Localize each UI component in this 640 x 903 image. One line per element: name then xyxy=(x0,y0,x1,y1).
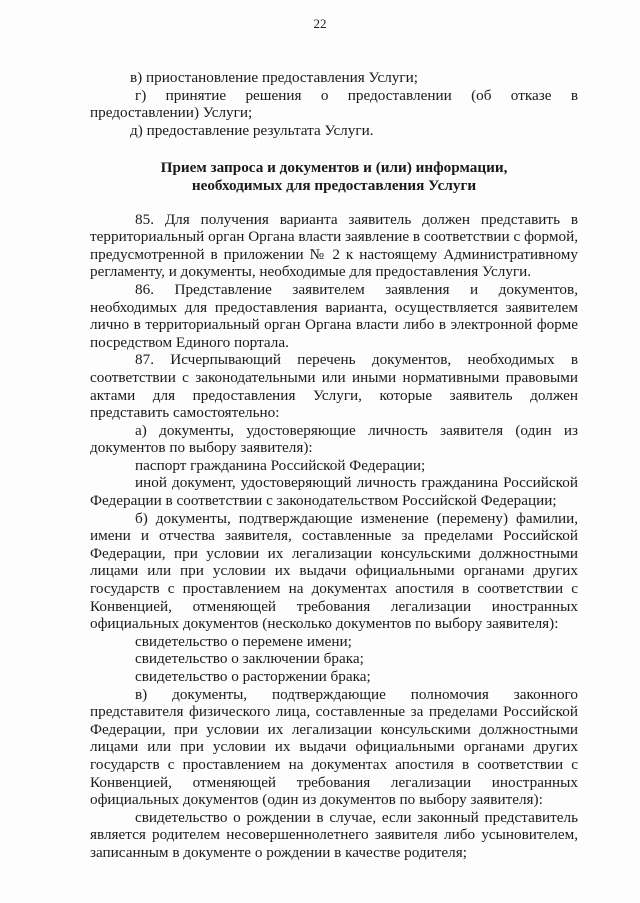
item-a-2: иной документ, удостоверяющий личность гражданина Российской Федерации в соответствии с законодательством Российской Федерации; xyxy=(90,474,578,510)
item-b-3: свидетельство о расторжении брака; xyxy=(135,668,371,685)
intro-item-g: г) принятие решения о предоставлении (об отказе в предоставлении) Услуги; xyxy=(90,86,578,122)
section-heading xyxy=(90,159,578,194)
page-body xyxy=(90,69,578,862)
item-a-1: паспорт гражданина Российской Федерации; xyxy=(135,456,426,474)
item-v: в) документы, подтверждающие полномочия законного представителя физического лица, составленные за пределами Российской Федерации, при условии их легализации консульскими должностными лицами или при условии их выдачи официальными органами других государств с проставлением на документах апостиля в соответствии с Конвенцией, отменяющей требования легализации иностранных официальных документов (один из документов по выбору заявителя): xyxy=(90,685,578,809)
heading-line-1: Прием запроса и документов и (или) информации, xyxy=(160,159,508,177)
paragraph-86: 86. Представление заявителем заявления и документов, необходимых для предоставления варианта, осуществляется заявителем лично в территориальный орган Органа власти либо в электронной форме посредством Единого портала. xyxy=(90,280,578,351)
intro-item-v: в) приостановление предоставления Услуги; xyxy=(130,69,418,86)
paragraph-87: 87. Исчерпывающий перечень документов, необходимых в соответствии с законодательными или иными нормативными правовыми актами для предоставления Услуги, которые заявитель должен представить самостоятельно: xyxy=(90,351,578,422)
paragraph-85: 85. Для получения варианта заявитель должен представить в территориальный орган Органа власти заявление в соответствии с формой, предусмотренной в приложении № 2 к настоящему Административному регламенту, и документы, необходимые для предоставления Услуги. xyxy=(90,210,578,281)
intro-item-d: д) предоставление результата Услуги. xyxy=(130,121,374,139)
item-b-2: свидетельство о заключении брака; xyxy=(135,650,364,668)
item-v-1: свидетельство о рождении в случае, если законный представитель является родителем несовершеннолетнего заявителя либо усыновителем, записанным в документе о рождении в качестве родителя; xyxy=(90,808,578,861)
heading-line-2: необходимых для предоставления Услуги xyxy=(191,176,477,194)
item-b: б) документы, подтверждающие изменение (перемену) фамилии, имени и отчества заявителя, составленные за пределами Российской Федерации, при условии их легализации консульскими должностными лицами или при условии их выдачи официальными органами других государств с проставлением на документах апостиля в соответствии с Конвенцией, отменяющей требования легализации иностранных официальных документов (несколько документов по выбору заявителя): xyxy=(90,509,578,633)
page-number: 22 xyxy=(313,16,327,31)
item-b-1: свидетельство о перемене имени; xyxy=(135,632,352,650)
item-a: а) документы, удостоверяющие личность заявителя (один из документов по выбору заявителя): xyxy=(90,421,578,457)
